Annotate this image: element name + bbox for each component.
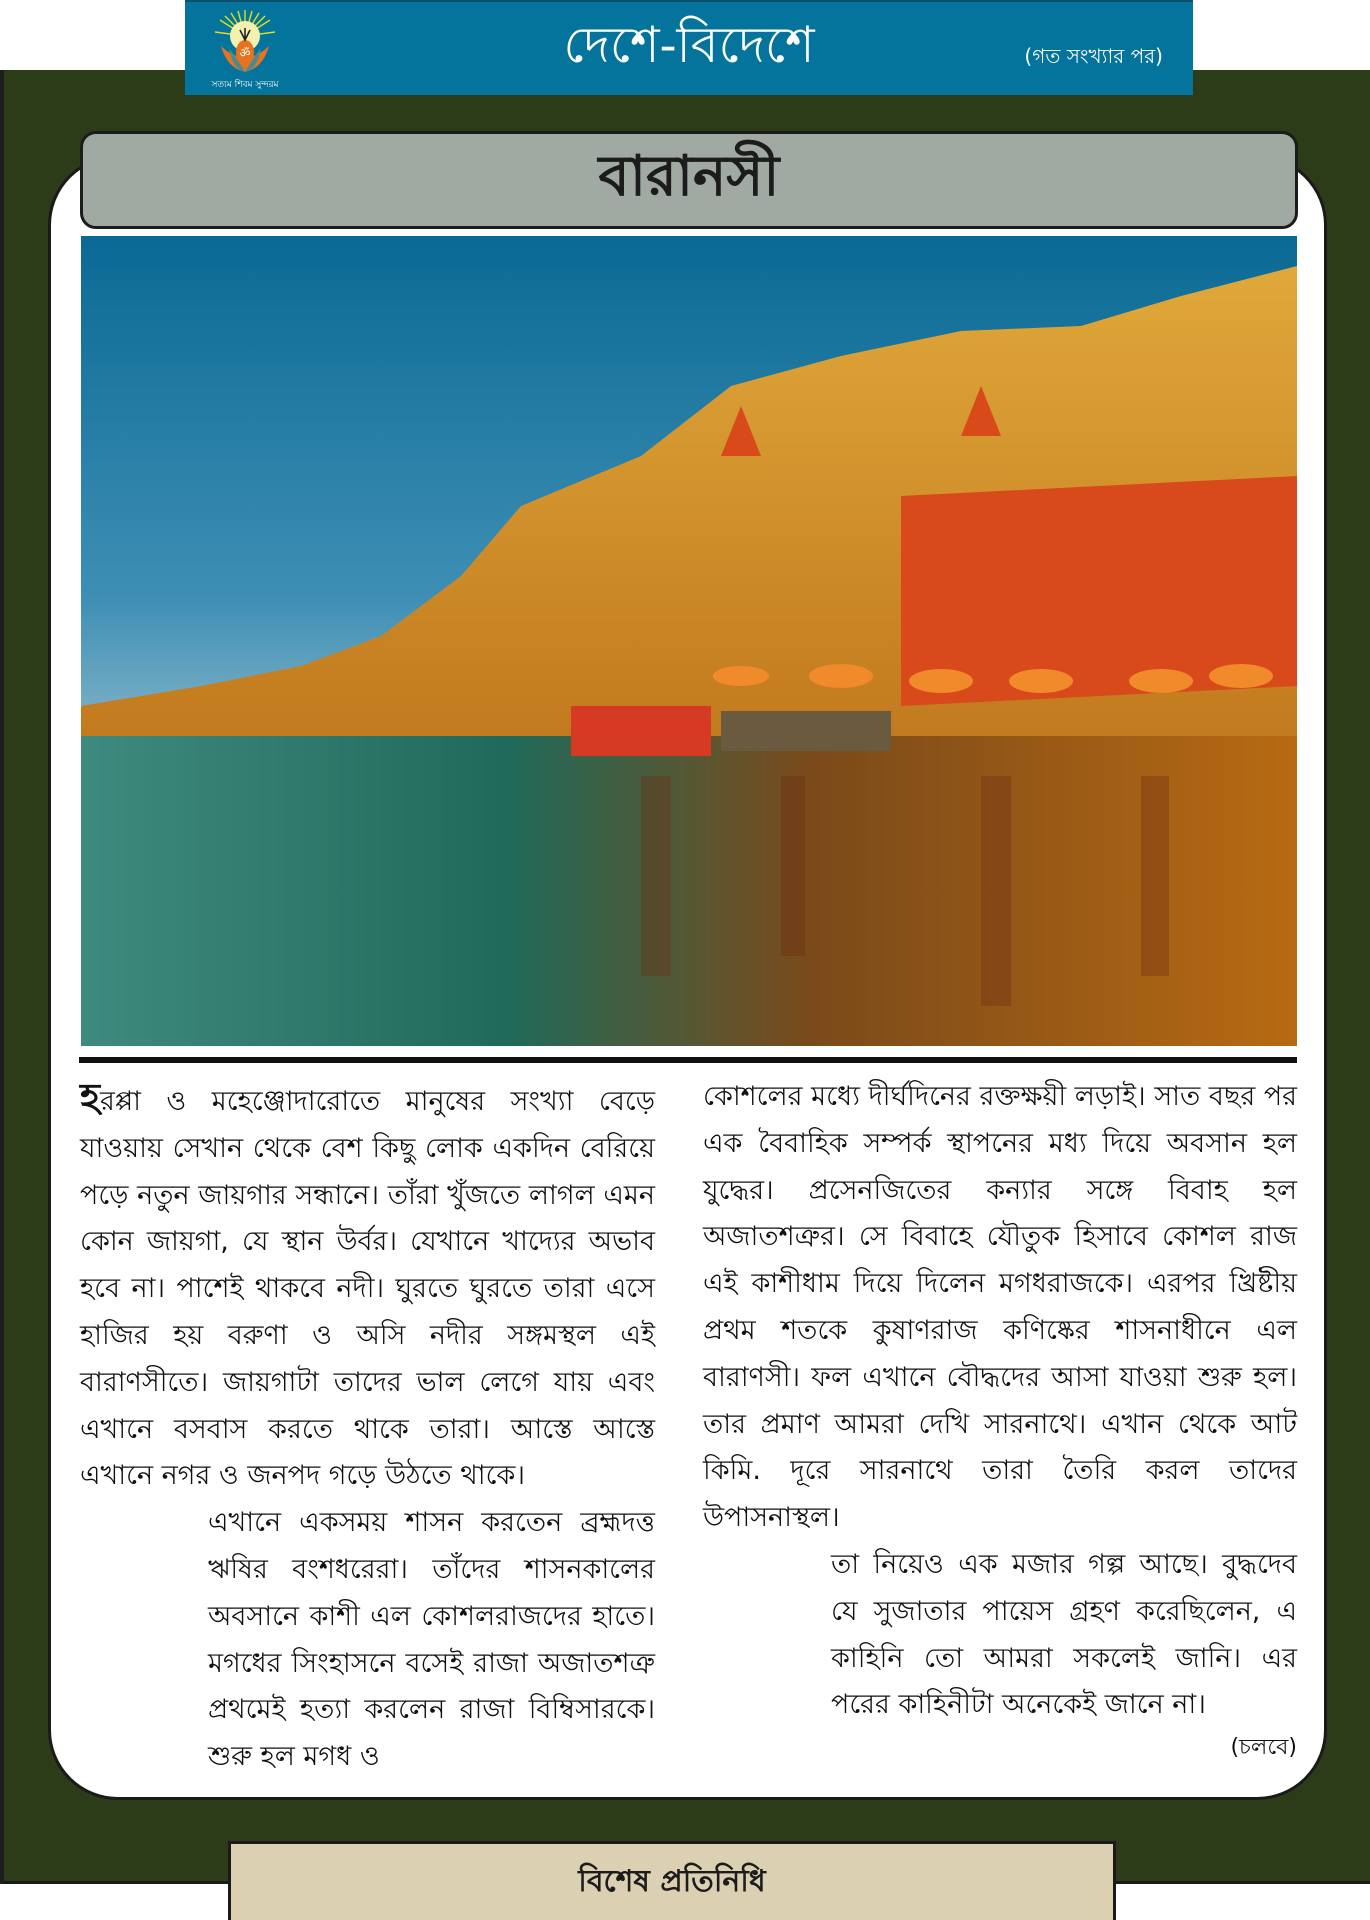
section-header <box>185 0 1193 95</box>
varanasi-ghat-photo <box>81 236 1297 1046</box>
continued-from-note: (গত সংখ্যার পর) <box>1024 44 1163 68</box>
paragraph-3: কোশলের মধ্যে দীর্ঘদিনের রক্তক্ষয়ী লড়াই। সাত বছর পর এক বৈবাহিক সম্পর্ক স্থাপনের মধ্য দিয়ে অবসান হল যুদ্ধের। প্রসেনজিতের কন্যার সঙ্গে বিবাহ হল অজাতশত্রুর। সে বিবাহে যৌতুক হিসাবে কোশল রাজ এই কাশীধাম দিয়ে দিলেন মগধরাজকে। এরপর খ্রিষ্টীয় প্রথম শতকে কুষাণরাজ কণিষ্কের শাসনাধীনে এল বারাণসী। ফল এখানে বৌদ্ধদের আসা যাওয়া শুরু হল। তার প্রমাণ আমরা দেখি সারনাথে। এখান থেকে আট কিমি. দূরে সারনাথে তারা তৈরি করল তাদের উপাসনাস্থল। <box>703 1081 1297 1534</box>
logo-caption: সত্যম শিবম সুন্দরম <box>211 80 279 90</box>
paragraph-1-text: রপ্পা ও মহেঞ্জোদারোতে মানুষের সংখ্যা বেড়ে যাওয়ায় সেখান থেকে বেশ কিছু লোক একদিন বেরিয়ে পড়ে নতুন জায়গার সন্ধানে। তাঁরা খুঁজতে লাগল এমন কোন জায়গা, যে স্থান উর্বর। যেখানে খাদ্যের অভাব হবে না। পাশেই থাকবে নদী। ঘুরতে ঘুরতে তারা এসে হাজির হয় বরুণা ও অসি নদীর সঙ্গমস্থল এই বারাণসীতে। জায়গাটা তাদের ভাল লেগে যায় এবং এখানে বসবাস করতে থাকে তারা। আস্তে আস্তে এখানে নগর ও জনপদ গড়ে উঠতে থাকে। <box>80 1086 655 1492</box>
paragraph-1 <box>80 1074 655 1500</box>
paragraph-2: এখানে একসময় শাসন করতেন ব্রহ্মদত্ত ঋষির বংশধরেরা। তাঁদের শাসনকালের অবসানে কাশী এল কোশলরাজদের হাতে। মগধের সিংহাসনে বসেই রাজা অজাতশত্রু প্রথমেই হত্যা করলেন রাজা বিম্বিসারকে। শুরু হল মগধ ও <box>208 1507 655 1773</box>
section-title: দেশে-বিদেশে <box>563 16 815 74</box>
paragraph-4: তা নিয়েও এক মজার গল্প আছে। বুদ্ধদেব যে সুজাতার পায়েস গ্রহণ করেছিলেন, এ কাহিনি তো আমরা সকলেই জানি। এর পরের কাহিনীটা অনেকেই জানে না। <box>831 1548 1297 1721</box>
drop-cap: হ <box>80 1075 100 1119</box>
divider-rule <box>79 1057 1297 1063</box>
ghat-photo-illustration <box>81 236 1297 1046</box>
article-title: বারানসী <box>598 143 780 209</box>
article-title-bar <box>80 131 1298 229</box>
to-be-continued: (চলবে) <box>1230 1735 1297 1760</box>
article-column-left <box>80 1074 655 1781</box>
byline-box <box>228 1841 1116 1920</box>
article-column-right <box>703 1074 1297 1729</box>
frame-edge <box>0 70 4 1884</box>
svg-text:ॐ: ॐ <box>239 46 251 60</box>
byline-author: বিশেষ প্রতিনিধি <box>578 1863 766 1899</box>
